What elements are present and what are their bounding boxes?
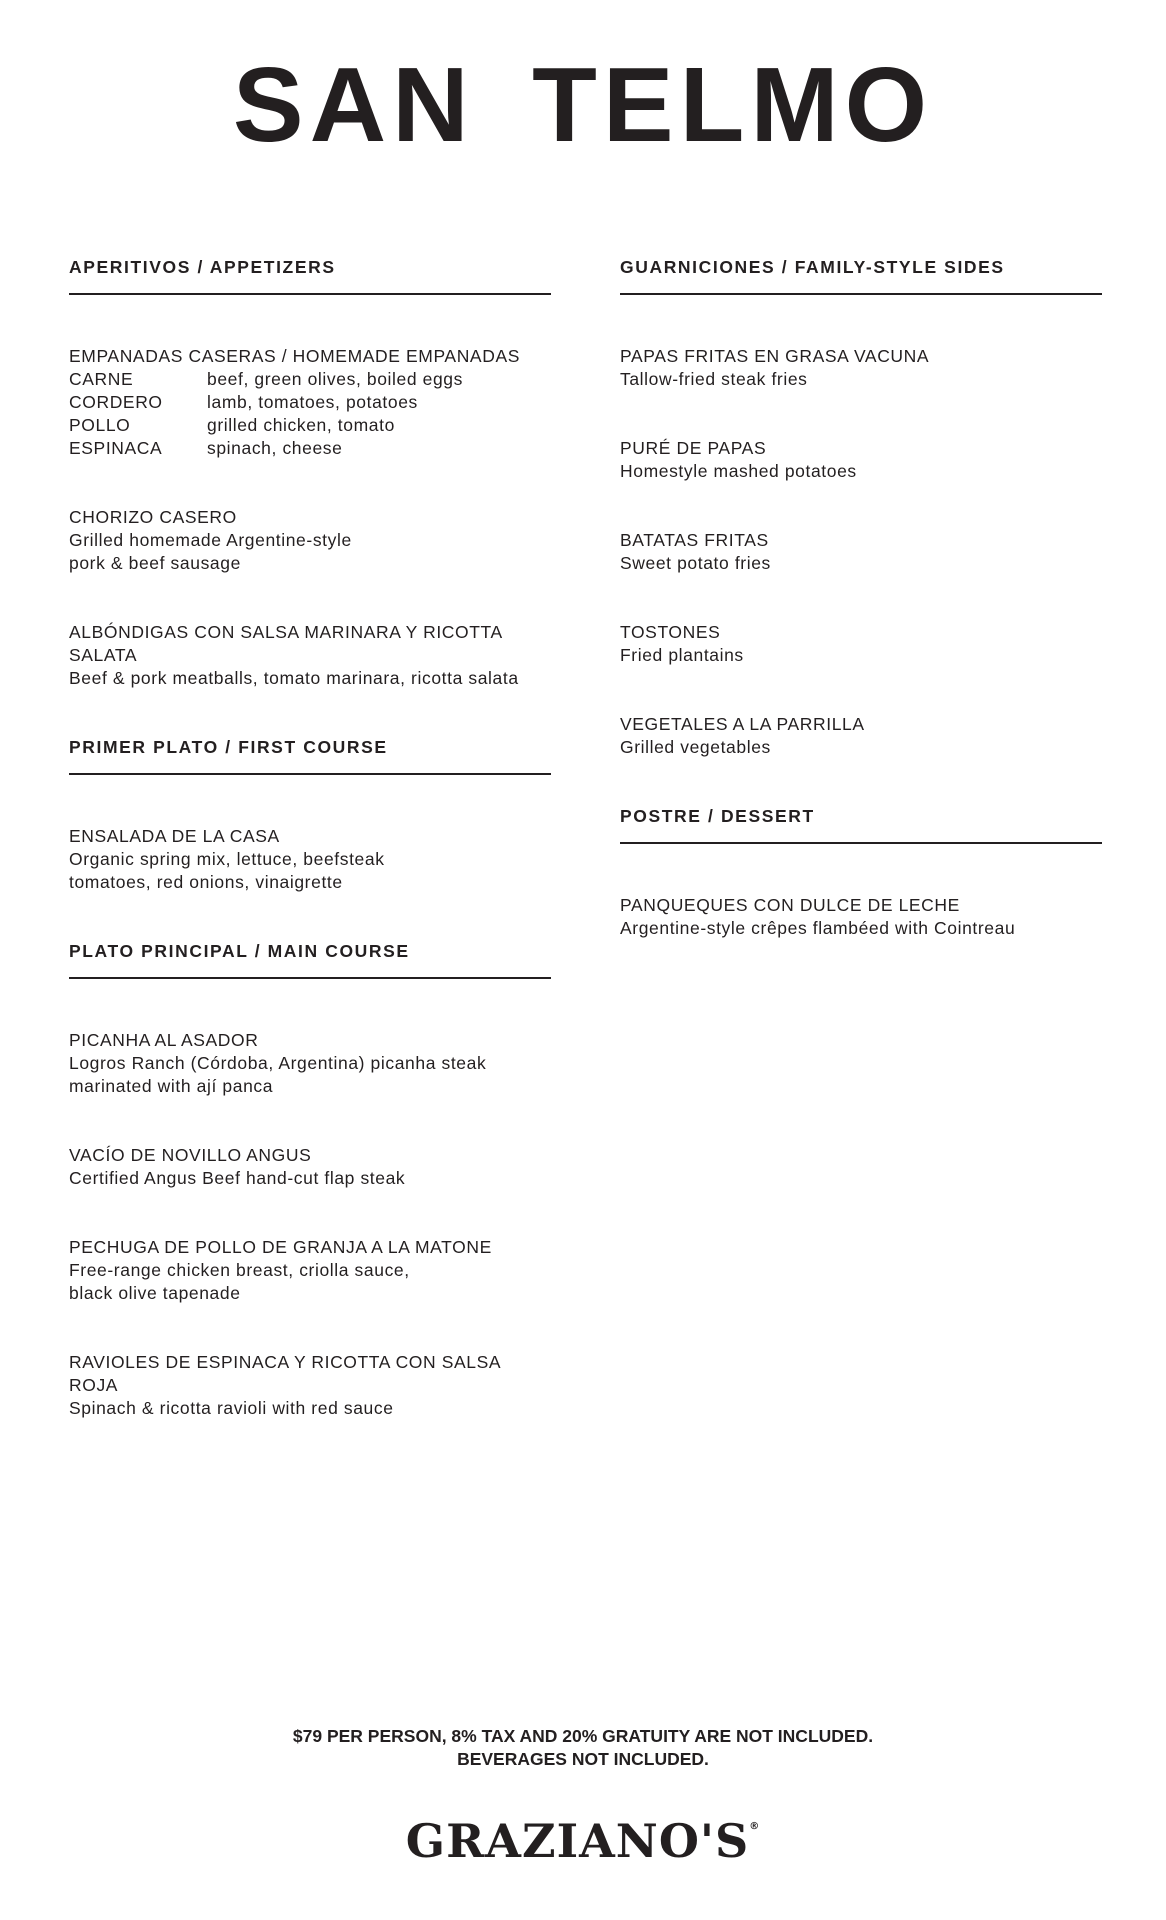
menu-item	[620, 345, 1102, 391]
dish-name: VEGETALES A LA PARRILLA	[620, 714, 865, 734]
dish-description: Argentine-style crêpes flambéed with Cointreau	[620, 918, 1016, 938]
menu-item	[69, 825, 551, 894]
menu-item	[620, 437, 1102, 483]
menu-item	[69, 1351, 551, 1420]
menu-section	[620, 256, 1102, 759]
dish-name: TOSTONES	[620, 622, 721, 642]
dish-name: ALBÓNDIGAS CON SALSA MARINARA Y RICOTTA SALATA	[69, 622, 502, 665]
variety-description: grilled chicken, tomato	[207, 415, 395, 435]
section-items	[69, 775, 551, 894]
empanada-variety	[69, 368, 551, 391]
variety-name: POLLO	[69, 415, 131, 435]
dish-description: Spinach & ricotta ravioli with red sauce	[69, 1398, 394, 1418]
registered-mark: ®	[749, 1821, 761, 1832]
menu-item	[620, 621, 1102, 667]
empanada-variety	[69, 414, 551, 437]
dish-description: Organic spring mix, lettuce, beefsteak	[69, 849, 385, 869]
dish-name: PANQUEQUES CON DULCE DE LECHE	[620, 895, 960, 915]
section-items	[620, 295, 1102, 759]
section-items	[69, 979, 551, 1420]
variety-name: ESPINACA	[69, 438, 163, 458]
logo-text: GRAZIANO'S	[405, 1814, 750, 1868]
dish-name: PURÉ DE PAPAS	[620, 438, 767, 458]
variety-description: beef, green olives, boiled eggs	[207, 369, 463, 389]
dish-name: PECHUGA DE POLLO DE GRANJA A LA MATONE	[69, 1237, 492, 1257]
menu-item	[69, 621, 551, 690]
menu-section	[69, 736, 551, 894]
variety-name: CORDERO	[69, 392, 163, 412]
dish-name: CHORIZO CASERO	[69, 507, 237, 527]
menu-item	[69, 1144, 551, 1190]
section-heading: POSTRE / DESSERT	[620, 805, 1102, 844]
dish-description: Certified Angus Beef hand-cut flap steak	[69, 1168, 406, 1188]
dish-description: Homestyle mashed potatoes	[620, 461, 857, 481]
section-items	[69, 295, 551, 690]
dish-description: Grilled vegetables	[620, 737, 771, 757]
menu-item	[620, 713, 1102, 759]
dish-description: marinated with ají panca	[69, 1076, 274, 1096]
dish-description: Logros Ranch (Córdoba, Argentina) picanha steak	[69, 1053, 487, 1073]
menu-section	[69, 256, 551, 690]
menu-item	[620, 894, 1102, 940]
dish-description: Free-range chicken breast, criolla sauce,	[69, 1260, 410, 1280]
menu-section	[620, 805, 1102, 940]
pricing-footer	[0, 1725, 1166, 1771]
dish-description: Sweet potato fries	[620, 553, 771, 573]
dish-name: EMPANADAS CASERAS / HOMEMADE EMPANADAS	[69, 346, 520, 366]
dish-description: Tallow-fried steak fries	[620, 369, 808, 389]
menu-section	[69, 940, 551, 1420]
section-heading: APERITIVOS / APPETIZERS	[69, 256, 551, 295]
section-heading: PRIMER PLATO / FIRST COURSE	[69, 736, 551, 775]
variety-name: CARNE	[69, 369, 134, 389]
dish-description: Beef & pork meatballs, tomato marinara, ricotta salata	[69, 668, 519, 688]
brand-logo	[0, 1814, 1166, 1868]
menu-item	[620, 529, 1102, 575]
section-items	[620, 844, 1102, 940]
menu-item	[69, 506, 551, 575]
dish-name: BATATAS FRITAS	[620, 530, 769, 550]
restaurant-title: SAN TELMO	[232, 46, 934, 164]
pricing-note: $79 PER PERSON, 8% TAX AND 20% GRATUITY ARE NOT INCLUDED.	[292, 1726, 874, 1746]
menu-item	[69, 1236, 551, 1305]
left-column	[69, 256, 551, 1466]
variety-description: lamb, tomatoes, potatoes	[207, 392, 418, 412]
dish-description: pork & beef sausage	[69, 553, 241, 573]
dish-description: Fried plantains	[620, 645, 744, 665]
menu-item	[69, 345, 551, 460]
beverages-note: BEVERAGES NOT INCLUDED.	[457, 1749, 709, 1769]
section-heading: GUARNICIONES / FAMILY-STYLE SIDES	[620, 256, 1102, 295]
section-heading: PLATO PRINCIPAL / MAIN COURSE	[69, 940, 551, 979]
dish-name: PICANHA AL ASADOR	[69, 1030, 259, 1050]
dish-name: RAVIOLES DE ESPINACA Y RICOTTA CON SALSA ROJA	[69, 1352, 501, 1395]
dish-description: Grilled homemade Argentine-style	[69, 530, 352, 550]
dish-name: PAPAS FRITAS EN GRASA VACUNA	[620, 346, 930, 366]
dish-description: black olive tapenade	[69, 1283, 241, 1303]
empanada-variety	[69, 391, 551, 414]
menu-item	[69, 1029, 551, 1098]
dish-description: tomatoes, red onions, vinaigrette	[69, 872, 343, 892]
empanada-variety	[69, 437, 551, 460]
right-column	[620, 256, 1102, 986]
variety-description: spinach, cheese	[207, 438, 343, 458]
dish-name: ENSALADA DE LA CASA	[69, 826, 280, 846]
dish-name: VACÍO DE NOVILLO ANGUS	[69, 1145, 312, 1165]
